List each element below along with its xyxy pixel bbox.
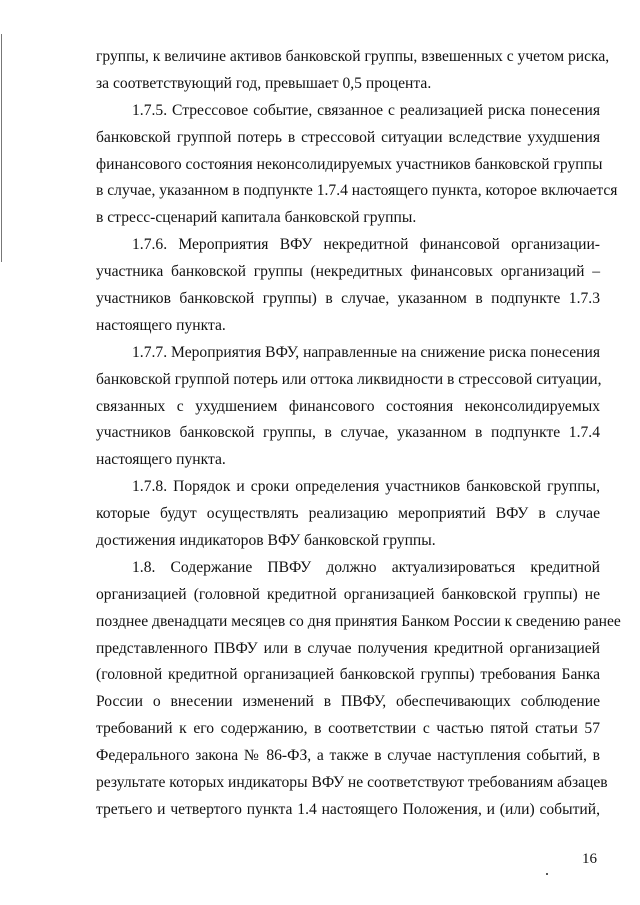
paragraph-1-7-7 — [96, 340, 600, 474]
text-line: результате которых индикаторы ВФУ не соответствуют требованиям абзацев — [96, 774, 608, 792]
text-line: группы, к величине активов банковской группы, взвешенных с учетом риска, — [96, 48, 610, 65]
text-line: 1.8. Содержание ПВФУ должно актуализироваться кредитной — [132, 558, 600, 576]
text-line: настоящего пункта. — [96, 451, 226, 469]
scan-edge-line — [1, 34, 2, 262]
document-body — [96, 44, 621, 824]
text-line: банковской группой потерь в стрессовой ситуации вследствие ухудшения — [96, 128, 600, 146]
paragraph-1-8 — [96, 555, 621, 824]
text-line: представленного ПВФУ или в случае получения кредитной организацией — [96, 639, 600, 657]
paragraph-continuation — [96, 44, 610, 98]
page-number: 16 — [582, 851, 597, 867]
text-line: (головной кредитной организацией банковской группы) требования Банка — [96, 666, 600, 684]
text-line: России о внесении изменений в ПВФУ, обеспечивающих соблюдение — [96, 693, 600, 711]
text-line: которые будут осуществлять реализацию мероприятий ВФУ в случае — [96, 505, 600, 523]
text-line: настоящего пункта. — [96, 316, 226, 334]
text-line: 1.7.6. Мероприятия ВФУ некредитной финансовой организации- — [132, 236, 600, 254]
text-line: финансового состояния неконсолидируемых участников банковской группы — [96, 155, 603, 173]
text-line: участников банковской группы) в случае, указанном в подпункте 1.7.3 — [96, 290, 600, 308]
text-line: позднее двенадцати месяцев со дня принятия Банком России к сведению ранее — [96, 612, 621, 630]
text-line: 1.7.7. Мероприятия ВФУ, направленные на снижение риска понесения — [132, 343, 600, 361]
text-line: 1.7.8. Порядок и сроки определения участников банковской группы, — [132, 478, 600, 496]
text-line: Федерального закона № 86-ФЗ, а также в случае наступления событий, в — [96, 747, 600, 765]
paragraph-1-7-8 — [96, 474, 600, 555]
scan-speck — [546, 873, 548, 875]
text-line: участников банковской группы, в случае, указанном в подпункте 1.7.4 — [96, 424, 600, 442]
text-line: требований к его содержанию, в соответствии с частью пятой статьи 57 — [96, 720, 600, 738]
text-line: участника банковской группы (некредитных финансовых организаций – — [96, 263, 600, 281]
text-line: 1.7.5. Стрессовое событие, связанное с реализацией риска понесения — [132, 101, 600, 119]
text-line: третьего и четвертого пункта 1.4 настоящего Положения, и (или) событий, — [96, 800, 600, 818]
paragraph-1-7-5 — [96, 98, 618, 232]
text-line: в стресс-сценарий капитала банковской группы. — [96, 209, 417, 227]
text-line: в случае, указанном в подпункте 1.7.4 настоящего пункта, которое включается — [96, 182, 618, 200]
text-line: за соответствующий год, превышает 0,5 процента. — [96, 74, 432, 92]
text-line: организацией (головной кредитной организацией банковской группы) не — [96, 585, 600, 603]
text-line: достижения индикаторов ВФУ банковской группы. — [96, 532, 436, 550]
text-line: связанных с ухудшением финансового состояния неконсолидируемых — [96, 397, 600, 415]
paragraph-1-7-6 — [96, 232, 600, 340]
text-line: банковской группой потерь или оттока ликвидности в стрессовой ситуации, — [96, 370, 602, 388]
